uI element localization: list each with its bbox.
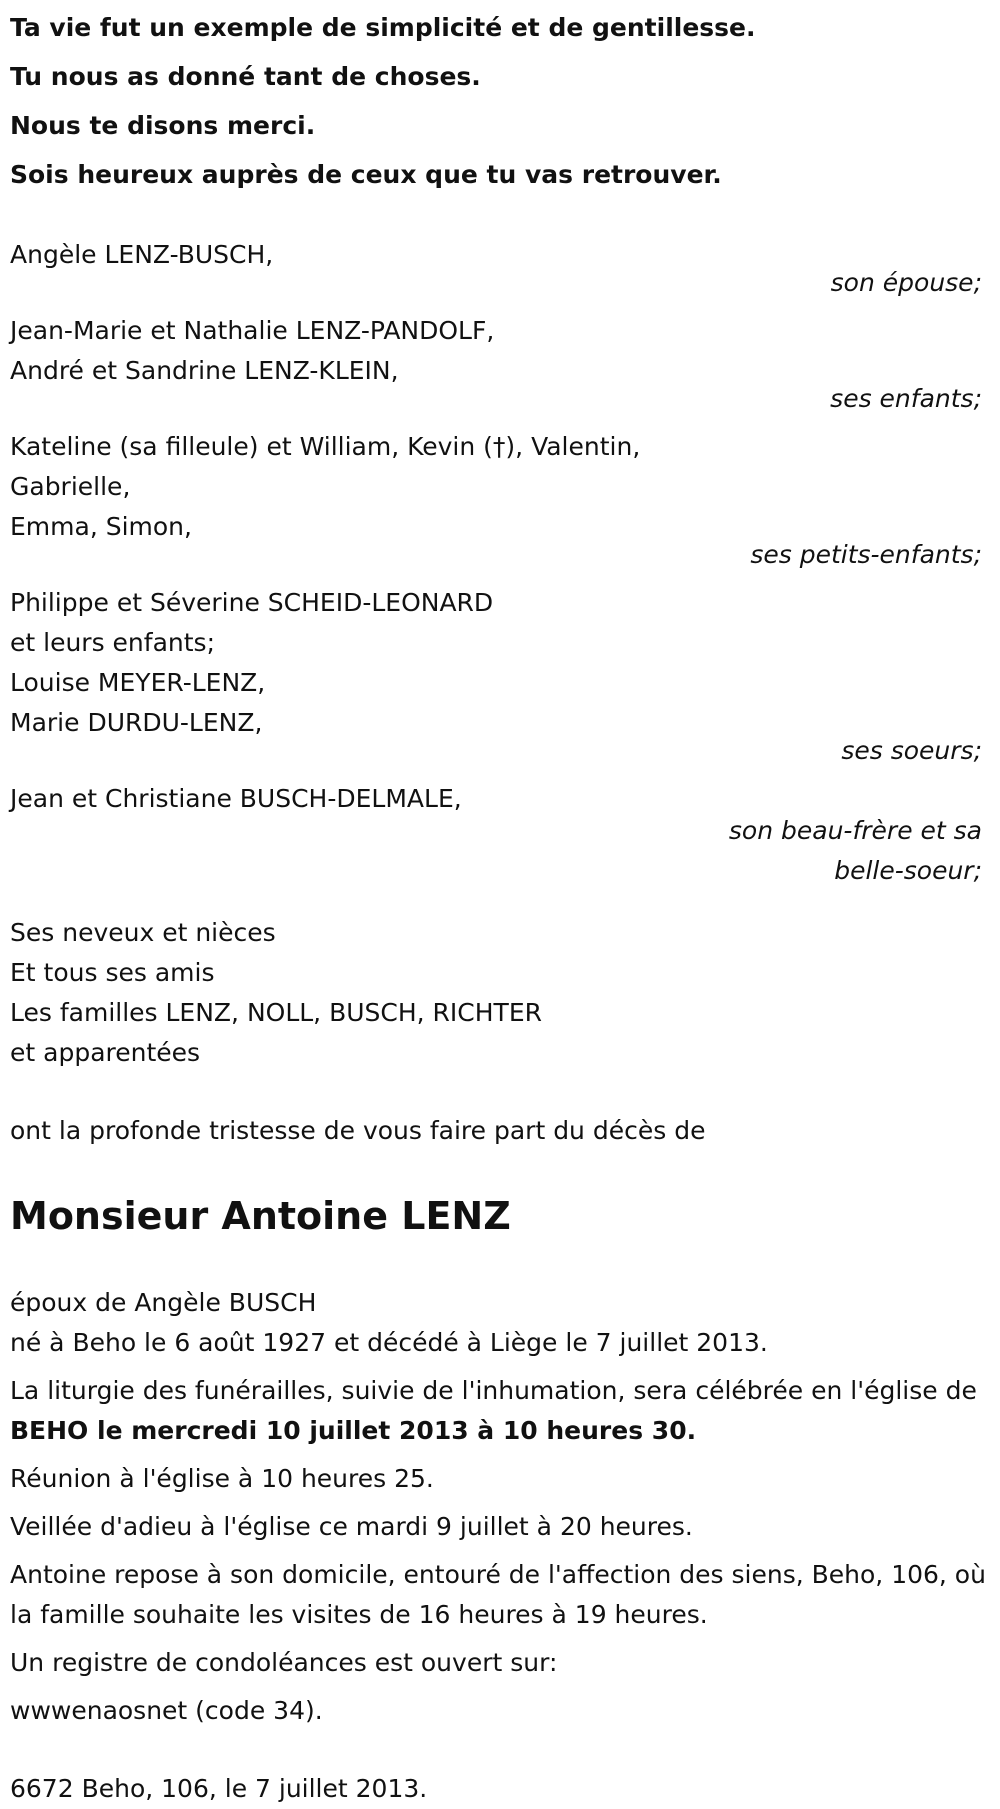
- other-relatives-line: Ses neveux et nièces: [10, 918, 276, 947]
- vigil-line: Veillée d'adieu à l'église ce mardi 9 juillet à 20 heures.: [10, 1512, 693, 1541]
- register-line: Un registre de condoléances est ouvert sur:: [10, 1648, 558, 1677]
- other-relatives: [10, 913, 992, 1073]
- family-name: Jean-Marie et Nathalie LENZ-PANDOLF,: [10, 316, 495, 345]
- family-name: Marie DURDU-LENZ,: [10, 708, 263, 737]
- liturgy-date: BEHO le mercredi 10 juillet 2013 à 10 heures 30.: [10, 1416, 697, 1445]
- family-relation: ses soeurs;: [841, 736, 982, 765]
- family-relation: son beau-frère et sa: [728, 816, 982, 845]
- reunion-line: Réunion à l'église à 10 heures 25.: [10, 1464, 434, 1493]
- family-entry: [10, 427, 992, 575]
- family-name: Kateline (sa filleule) et William, Kevin (†), Valentin,: [10, 432, 641, 461]
- birth-death-line: né à Beho le 6 août 1927 et décédé à Liège le 7 juillet 2013.: [10, 1328, 768, 1357]
- other-relatives-line: et apparentées: [10, 1038, 201, 1067]
- family-name: Louise MEYER-LENZ,: [10, 668, 266, 697]
- poem-line: Sois heureux auprès de ceux que tu vas retrouver.: [10, 160, 722, 189]
- family-relation: son épouse;: [830, 268, 982, 297]
- family-entry: [10, 583, 992, 771]
- family-entry: [10, 311, 992, 419]
- website-link[interactable]: wwwenaosnet (code 34).: [10, 1696, 323, 1725]
- family-relation: ses petits-enfants;: [750, 540, 982, 569]
- family-name: Angèle LENZ-BUSCH,: [10, 240, 274, 269]
- obituary-content: [10, 8, 992, 1809]
- family-name: Gabrielle,: [10, 472, 131, 501]
- family-relation-continued: belle-soeur;: [834, 856, 982, 885]
- announcement: ont la profonde tristesse de vous faire part du décès de: [10, 1116, 706, 1145]
- liturgy-text: La liturgie des funérailles, suivie de l'inhumation, sera célébrée en l'église de: [10, 1376, 977, 1405]
- family-list: [10, 235, 992, 891]
- family-name: Jean et Christiane BUSCH-DELMALE,: [10, 784, 462, 813]
- poem-line: Nous te disons merci.: [10, 111, 316, 140]
- family-name: Philippe et Séverine SCHEID-LEONARD: [10, 588, 494, 617]
- poem-line: Ta vie fut un exemple de simplicité et de gentillesse.: [10, 13, 756, 42]
- family-name: et leurs enfants;: [10, 628, 215, 657]
- other-relatives-line: Les familles LENZ, NOLL, BUSCH, RICHTER: [10, 998, 542, 1027]
- deceased-name: Monsieur Antoine LENZ: [10, 1194, 511, 1238]
- family-name: André et Sandrine LENZ-KLEIN,: [10, 356, 399, 385]
- family-relation: ses enfants;: [830, 384, 982, 413]
- poem-line: Tu nous as donné tant de choses.: [10, 62, 481, 91]
- poem: [10, 8, 992, 195]
- footer-address-date: 6672 Beho, 106, le 7 juillet 2013.: [10, 1774, 428, 1803]
- other-relatives-line: Et tous ses amis: [10, 958, 215, 987]
- family-entry: [10, 235, 992, 303]
- spouse-line: époux de Angèle BUSCH: [10, 1288, 317, 1317]
- liturgy-paragraph: [10, 1371, 992, 1451]
- family-entry: [10, 779, 992, 891]
- family-name: Emma, Simon,: [10, 512, 192, 541]
- rest-paragraph: Antoine repose à son domicile, entouré de l'affection des siens, Beho, 106, où la famille souhaite les visites de 16 heures à 19 heures.: [10, 1560, 986, 1629]
